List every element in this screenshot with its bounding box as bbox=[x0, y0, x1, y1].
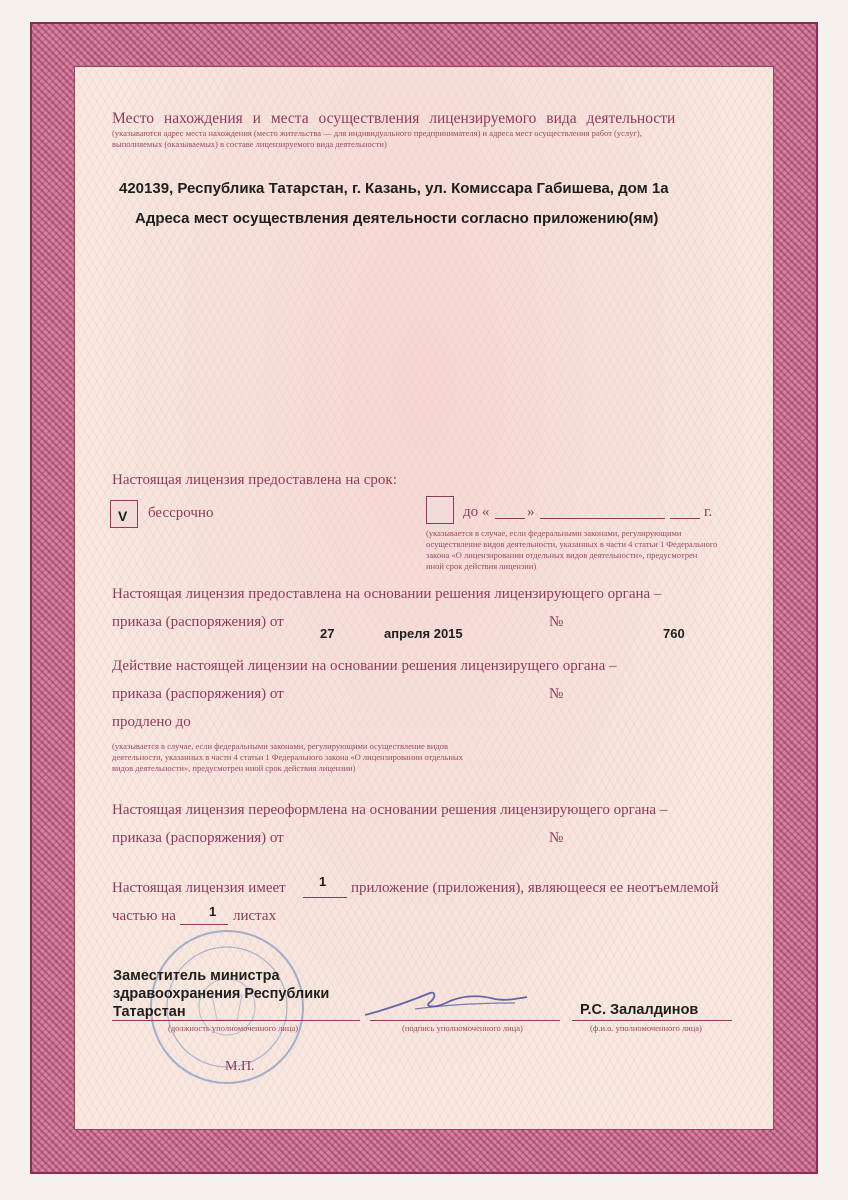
until-checkbox[interactable] bbox=[426, 496, 454, 524]
signature-line bbox=[370, 1020, 560, 1021]
extension-note-line1: (указывается в случае, если федеральными законами, регулирующими осуществление видов bbox=[112, 741, 449, 751]
location-heading: Место нахождения и места осуществления лицензируемого вида деятельности bbox=[112, 110, 676, 127]
basis-order-label: приказа (распоряжения) от bbox=[112, 614, 284, 630]
name-line bbox=[572, 1020, 732, 1021]
until-prefix: до « bbox=[463, 504, 490, 520]
appendix-sheets: 1 bbox=[209, 904, 217, 919]
appendix-text-before: Настоящая лицензия имеет bbox=[112, 880, 286, 896]
location-note-line1: (указываются адрес места нахождения (место жительства — для индивидуального предпринимателя) и адреса мест осуществления работ (услуг), bbox=[112, 128, 642, 138]
basis-heading: Настоящая лицензия предоставлена на основании решения лицензирующего органа – bbox=[112, 586, 662, 602]
until-mid: » bbox=[527, 504, 535, 520]
extension-order-label: приказа (распоряжения) от bbox=[112, 686, 284, 702]
reissue-number-sign: № bbox=[549, 830, 564, 846]
extended-until-label: продлено до bbox=[112, 714, 191, 730]
seal-place: М.П. bbox=[225, 1059, 255, 1074]
position-line bbox=[112, 1020, 360, 1021]
name-caption: (ф.и.о. уполномоченного лица) bbox=[590, 1023, 702, 1033]
until-year-line bbox=[670, 518, 700, 519]
position-line3: Татарстан bbox=[113, 1004, 186, 1020]
appendix-part-suffix: листах bbox=[233, 908, 277, 924]
extension-number-sign: № bbox=[549, 686, 564, 702]
extension-note-line2: деятельности, указанных в части 4 статьи 1 Федерального закона «О лицензировании отдельных bbox=[112, 752, 463, 762]
appendix-text-after: приложение (приложения), являющееся ее неотъемлемой bbox=[351, 880, 719, 896]
until-day-line bbox=[495, 518, 525, 519]
handwritten-signature bbox=[355, 985, 535, 1025]
signature-caption: (подпись уполномоченного лица) bbox=[402, 1023, 523, 1033]
extension-heading: Действие настоящей лицензии на основании решения лицензирущего органа – bbox=[112, 658, 617, 674]
position-caption: (должность уполномоченного лица) bbox=[168, 1023, 299, 1033]
address-text: 420139, Республика Татарстан, г. Казань, ул. Комиссара Габишева, дом 1а bbox=[119, 180, 669, 197]
until-suffix: г. bbox=[704, 504, 713, 520]
location-note-line2: выполняемых (оказываемых) в составе лицензируемого вида деятельности) bbox=[112, 139, 387, 149]
basis-number: 760 bbox=[663, 626, 685, 641]
basis-month-year: апреля 2015 bbox=[384, 626, 463, 641]
until-month-line bbox=[540, 518, 665, 519]
position-line1: Заместитель министра bbox=[113, 968, 280, 984]
signatory-name: Р.С. Залалдинов bbox=[580, 1002, 699, 1018]
term-note-line2: осуществление видов деятельности, указанных в части 4 статьи 1 Федерального bbox=[426, 539, 718, 549]
unlimited-label: бессрочно bbox=[148, 505, 214, 521]
extension-note-line3: видов деятельности», предусмотрен иной срок действия лицензии) bbox=[112, 763, 356, 773]
basis-number-sign: № bbox=[549, 614, 564, 630]
appendix-count-line bbox=[303, 897, 347, 898]
checkbox-mark: V bbox=[118, 508, 128, 524]
term-note-line3: закона «О лицензировании отдельных видов деятельности», предусмотрен bbox=[426, 550, 698, 560]
reissue-order-label: приказа (распоряжения) от bbox=[112, 830, 284, 846]
position-line2: здравоохранения Республики bbox=[113, 986, 330, 1002]
term-note-line1: (указывается в случае, если федеральными законами, регулирующими bbox=[426, 528, 682, 538]
term-heading: Настоящая лицензия предоставлена на срок: bbox=[112, 472, 397, 488]
basis-day: 27 bbox=[320, 626, 335, 641]
term-note-line4: иной срок действия лицензии) bbox=[426, 561, 537, 571]
reissue-heading: Настоящая лицензия переоформлена на основании решения лицензирующего органа – bbox=[112, 802, 668, 818]
appendix-part-prefix: частью на bbox=[112, 908, 176, 924]
addresses-reference: Адреса мест осуществления деятельности согласно приложению(ям) bbox=[135, 210, 659, 227]
appendix-count: 1 bbox=[319, 874, 327, 889]
